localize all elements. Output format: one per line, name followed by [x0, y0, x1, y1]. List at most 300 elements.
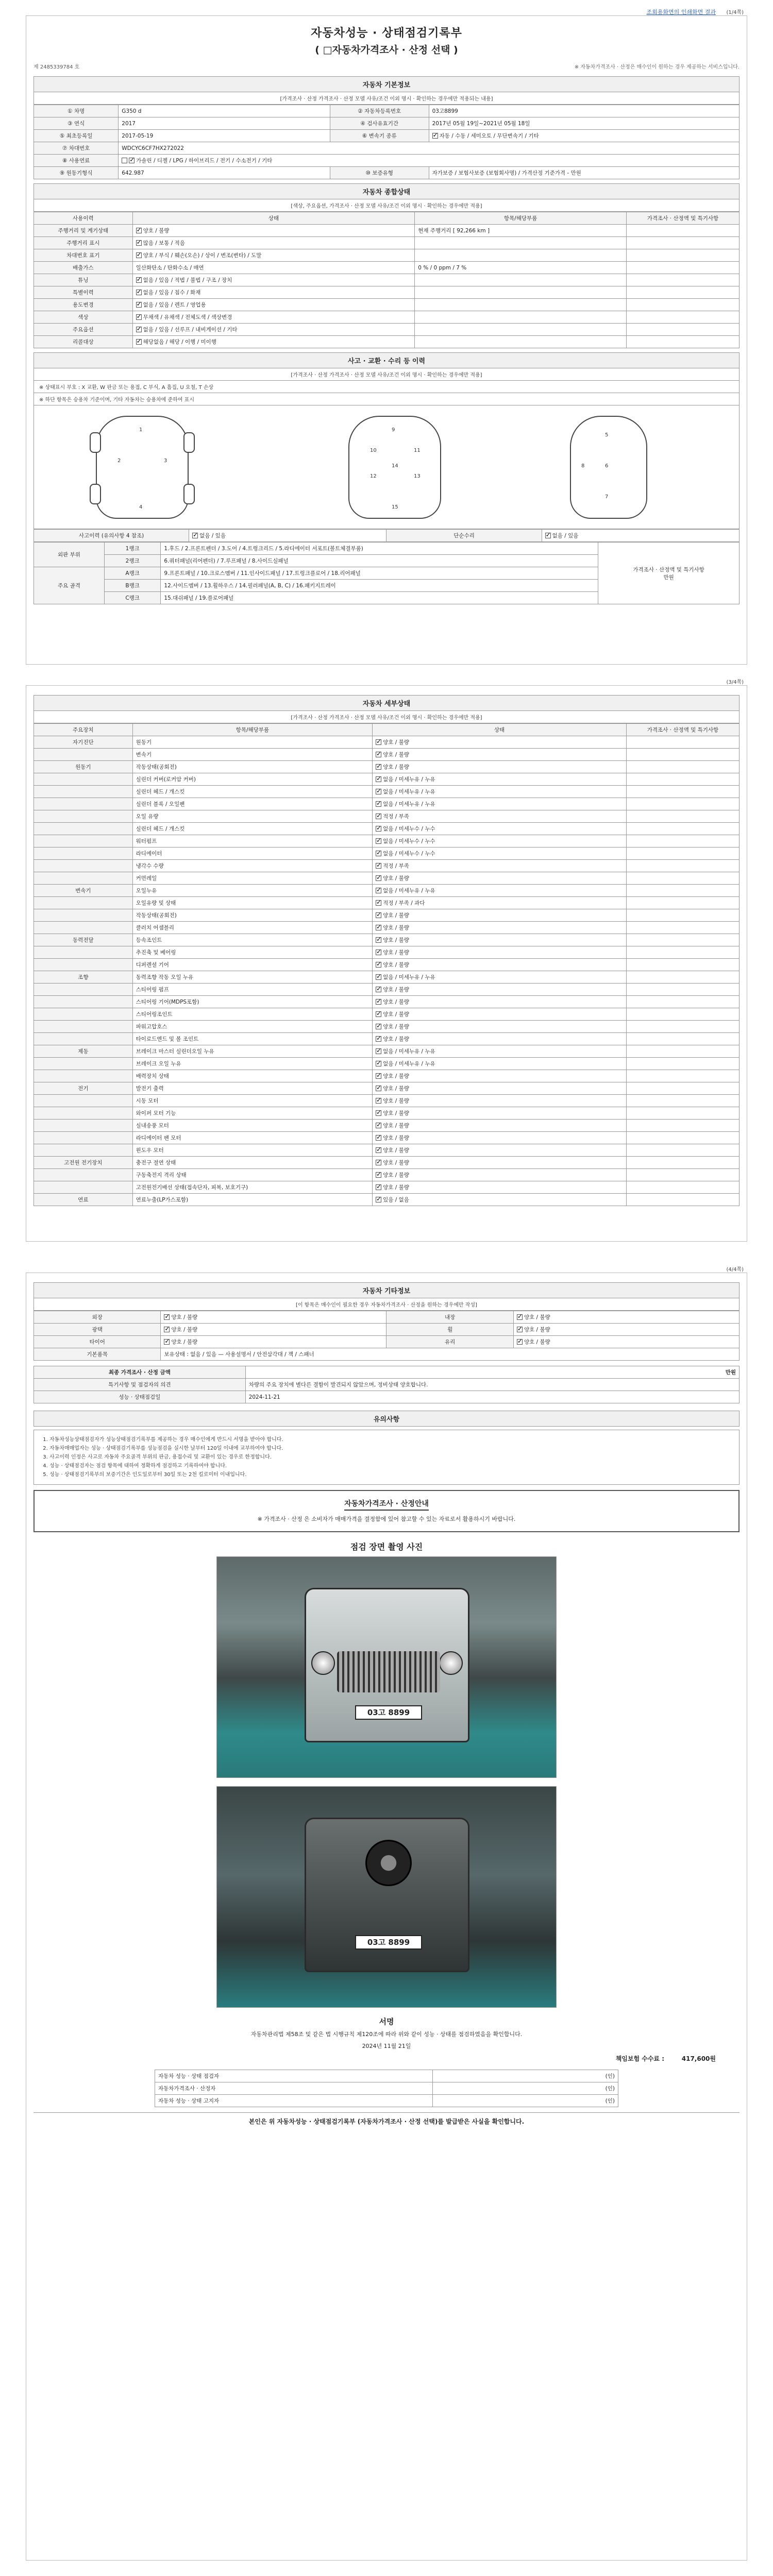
checkbox[interactable] [376, 1147, 381, 1153]
checkbox[interactable] [376, 1197, 381, 1202]
cell: 전기 [34, 1082, 133, 1095]
checkbox[interactable] [376, 1048, 381, 1054]
cell-text: 양호 / 불량 [383, 875, 409, 882]
cell [373, 897, 627, 909]
cell-text: 양호 / 불량 [383, 1073, 409, 1079]
checkbox[interactable] [376, 789, 381, 794]
checkbox[interactable] [129, 158, 135, 163]
detail-row [34, 736, 740, 749]
checkbox[interactable] [376, 1098, 381, 1104]
detail-row [34, 786, 740, 798]
cell [626, 922, 739, 934]
cell [373, 1070, 627, 1082]
vehicle-diagram [33, 405, 740, 529]
title-line2: ( □자동차가격조사 · 산정 선택 ) [315, 44, 458, 56]
cell: 구동축전지 격리 상태 [132, 1169, 372, 1181]
cell: 오일누유 [132, 885, 372, 897]
footer-confirmation: 본인은 위 자동차성능 · 상태점검기록부 (자동차가격조사 · 산정 선택)를 발급받은 사실을 확인합니다. [33, 2112, 740, 2126]
cell: 변속기 [34, 885, 133, 897]
cell-text: 가솔린 / 디젤 / LPG / 하이브리드 / 전기 / 수소전기 / 기타 [136, 158, 273, 164]
cell [373, 1120, 627, 1132]
cell [373, 1045, 627, 1058]
cell: 시동 모터 [132, 1095, 372, 1107]
license-plate: 03고 8899 [355, 1705, 422, 1720]
checkbox[interactable] [164, 1327, 170, 1332]
cell [34, 773, 133, 786]
car-frame-view [348, 416, 441, 519]
cell [132, 286, 415, 299]
cell [373, 1132, 627, 1144]
note-item: 5. 성능 · 상태점검기록부의 보증기간은 인도일로부터 30일 또는 2천 킬로미터 이내입니다. [49, 1470, 732, 1479]
cell [132, 237, 415, 249]
checkbox[interactable] [376, 912, 381, 918]
cell: 2017 [119, 117, 330, 130]
checkbox[interactable] [376, 851, 381, 856]
cell: 주행거리 표시 [34, 237, 133, 249]
cell [626, 286, 739, 299]
cell [626, 835, 739, 848]
cell [626, 1132, 739, 1144]
price-label: 책임보험 수수료 : [615, 2055, 664, 2062]
price-col-label: 가격조사 · 산정액 및 특기사항 [633, 566, 704, 573]
cell: 2017년 05월 19일~2021년 05월 18일 [429, 117, 739, 130]
part-number: 15 [392, 504, 398, 510]
detail-row [34, 909, 740, 922]
cell-text: 없음 / 미세누유 / 누유 [383, 1048, 435, 1055]
checkbox[interactable] [432, 133, 438, 139]
cell: 발전기 출력 [132, 1082, 372, 1095]
col-header: 가격조사 · 산정액 및 특기사항 [626, 212, 739, 225]
checkbox[interactable] [376, 801, 381, 807]
checkbox[interactable] [545, 533, 551, 538]
checkbox[interactable] [376, 1160, 381, 1165]
cell: 추진축 및 베어링 [132, 946, 372, 959]
cell [373, 946, 627, 959]
cell: 스티어링 기어(MDPS포함) [132, 996, 372, 1008]
cell: 고전원 전기장치 [34, 1157, 133, 1169]
part-number: 13 [414, 473, 421, 479]
record-page-3 [26, 1267, 747, 2561]
cell [626, 946, 739, 959]
checkbox[interactable] [376, 776, 381, 782]
checkbox[interactable] [376, 987, 381, 992]
cell: 스티어링조인트 [132, 1008, 372, 1021]
cell [626, 959, 739, 971]
note-item: 1. 자동차성능상태점검자가 성능상태점검기록부를 제공하는 경우 매수인에게 반드시 서명을 받아야 합니다. [49, 1435, 732, 1444]
cell [626, 1008, 739, 1021]
detail-row [34, 1181, 740, 1194]
checkbox[interactable] [376, 764, 381, 770]
checkbox[interactable] [136, 339, 142, 345]
cell-text: 양호 / 불량 [383, 1036, 409, 1042]
detail-row [34, 897, 740, 909]
cell[interactable]: (인) [433, 2082, 618, 2094]
checkbox[interactable] [376, 1011, 381, 1017]
cell [34, 823, 133, 835]
detail-row [34, 773, 740, 786]
checkbox[interactable] [376, 925, 381, 930]
checkbox[interactable] [136, 302, 142, 308]
damage-legend2: ※ 하단 항목은 승용차 기준이며, 기타 자동차는 승용차에 준하여 표시 [33, 393, 740, 405]
cell [373, 1194, 627, 1206]
cell [119, 155, 740, 167]
cell: 작동상태(공회전) [132, 761, 372, 773]
cell [415, 336, 627, 348]
cell [373, 1107, 627, 1120]
cell: 주요옵션 [34, 324, 133, 336]
cell [161, 1324, 386, 1336]
record-page-2 [26, 680, 747, 1242]
cell [373, 971, 627, 984]
cell-text: 양호 / 불량 [383, 1024, 409, 1030]
cell: ⑩ 보증유형 [330, 167, 429, 179]
part-number: 3 [164, 458, 167, 464]
cell: 최종 가격조사 · 산정 금액 [34, 1366, 246, 1379]
cell [373, 1181, 627, 1194]
detail-row [34, 749, 740, 761]
cell [626, 299, 739, 311]
cell [373, 798, 627, 810]
cell [626, 324, 739, 336]
cell [34, 1095, 133, 1107]
cell [626, 1181, 739, 1194]
cell [132, 274, 415, 286]
cell-text: 적정 / 부족 [383, 863, 409, 869]
cell [34, 946, 133, 959]
checkbox[interactable] [376, 739, 381, 745]
checkbox[interactable] [136, 290, 142, 295]
cell: 배력장치 상태 [132, 1070, 372, 1082]
checkbox[interactable] [376, 1123, 381, 1128]
cell: 조향 [34, 971, 133, 984]
cell[interactable]: (인) [433, 2094, 618, 2107]
checkbox[interactable] [376, 888, 381, 893]
doc-note: ※ 자동차가격조사 · 산정은 매수인이 원하는 경우 제공하는 서비스입니다. [574, 64, 740, 70]
col-header: 상태 [132, 212, 415, 225]
signer-table [155, 2070, 618, 2107]
detail-row [34, 1045, 740, 1058]
cell [626, 761, 739, 773]
cell: 12.사이드멤버 / 13.휠하우스 / 14.필러패널(A, B, C) / 16.패키지트레이 [161, 580, 598, 592]
cell [132, 299, 415, 311]
cell [626, 1169, 739, 1181]
checkbox[interactable] [376, 974, 381, 980]
cell: 차대번호 표기 [34, 249, 133, 262]
checkbox[interactable] [376, 999, 381, 1005]
cell [626, 311, 739, 324]
cell: 배출가스 [34, 262, 133, 274]
cell: 실린더 블록 / 오일팬 [132, 798, 372, 810]
detail-row [34, 1008, 740, 1021]
cell [132, 336, 415, 348]
cell [34, 996, 133, 1008]
cell-text: 없음 / 미세누유 / 누유 [383, 1061, 435, 1067]
cell: 1.후드 / 2.프론트펜더 / 3.도어 / 4.트렁크리드 / 5.라디에이터 서포트(볼트체결부품) [161, 543, 598, 555]
checkbox[interactable] [164, 1314, 170, 1320]
part-number: 9 [392, 427, 395, 433]
extra-table [33, 1311, 740, 1361]
checkbox[interactable] [376, 1061, 381, 1066]
price-value: 417,600원 [681, 2055, 716, 2062]
cell [626, 1095, 739, 1107]
checkbox[interactable] [376, 814, 381, 819]
cell: 내장 [386, 1311, 513, 1324]
col-header: 항목/해당부품 [132, 724, 372, 736]
cell [132, 324, 415, 336]
cell: 타이로드엔드 및 볼 조인트 [132, 1033, 372, 1045]
cell [626, 249, 739, 262]
cell: 색상 [34, 311, 133, 324]
cell [415, 237, 627, 249]
cell-text: 자동 / 수동 / 세미오토 / 무단변속기 / 기타 [439, 133, 539, 139]
rear-photo [216, 1786, 557, 2008]
page-number: (1/4쪽) [726, 10, 744, 15]
cell: 충전구 절연 상태 [132, 1157, 372, 1169]
cell [626, 798, 739, 810]
detail-row [34, 1157, 740, 1169]
cell: 라디에이터 팬 모터 [132, 1132, 372, 1144]
cell [626, 1120, 739, 1132]
notes-box [33, 1430, 740, 1485]
cell-text: 무채색 / 유채색 / 전체도색 / 색상변경 [143, 314, 232, 320]
cell [542, 530, 739, 542]
cell-text: 없음 / 있음 / 선루프 / 내비게이션 / 기타 [143, 327, 238, 333]
cell: A랭크 [104, 567, 161, 580]
checkbox[interactable] [376, 875, 381, 881]
cell [626, 749, 739, 761]
checkbox[interactable] [136, 228, 142, 233]
cell [415, 299, 627, 311]
cell: 타이어 [34, 1336, 161, 1348]
cell [513, 1311, 739, 1324]
cell [373, 1169, 627, 1181]
cell [161, 1336, 386, 1348]
cell-text: 양호 / 불량 [383, 1172, 409, 1178]
checkbox[interactable] [376, 937, 381, 943]
cell [626, 225, 739, 237]
cell: 냉각수 수량 [132, 860, 372, 872]
note-item: 3. 사고이력 인정은 사고로 자동차 주요골격 부위의 판금, 용접수리 및 교환이 있는 경우로 한정합니다. [49, 1453, 732, 1462]
checkbox[interactable] [136, 277, 142, 283]
cell-text: 없음 / 미세누수 / 누수 [383, 851, 435, 857]
cell: 튜닝 [34, 274, 133, 286]
cell [626, 897, 739, 909]
checkbox[interactable] [136, 240, 142, 246]
detail-row [34, 1194, 740, 1206]
cell [34, 897, 133, 909]
basic-section-sub: [가격조사 · 산정 가격조사 · 산정 모델 사유/조건 이외 명시 · 확인하는 경우에만 적용되는 내용] [33, 92, 740, 105]
cell: 동력전달 [34, 934, 133, 946]
checkbox[interactable] [376, 1172, 381, 1178]
cell [626, 1107, 739, 1120]
cell [34, 860, 133, 872]
print-link[interactable]: 조회용화면의 인쇄화면 결과 [646, 9, 716, 15]
cell [373, 1058, 627, 1070]
cell [373, 1021, 627, 1033]
cell [626, 1194, 739, 1206]
document-title [26, 16, 747, 60]
checkbox[interactable] [376, 900, 381, 906]
detail-row [34, 959, 740, 971]
cell [161, 1311, 386, 1324]
cell: 작동상태(공회전) [132, 909, 372, 922]
cell-text: 양호 / 불량 [171, 1339, 198, 1345]
cell-text: 양호 / 불량 [383, 925, 409, 931]
cell: 성능 · 상태점검일 [34, 1391, 246, 1403]
checkbox[interactable] [376, 1024, 381, 1029]
detail-row [34, 1033, 740, 1045]
cell-text: 양호 / 불량 [383, 1011, 409, 1018]
checkbox[interactable] [136, 327, 142, 332]
cell [34, 848, 133, 860]
damage-section-sub: [가격조사 · 산정 가격조사 · 산정 모델 사유/조건 이외 명시 · 확인하는 경우에만 적용] [33, 368, 740, 381]
cell: 라디에이터 [132, 848, 372, 860]
col-header: 주요장치 [34, 724, 133, 736]
cell: 특기사항 및 점검자의 의견 [34, 1379, 246, 1391]
checkbox[interactable] [517, 1339, 523, 1345]
cell [373, 996, 627, 1008]
cell [34, 1008, 133, 1021]
cell: ⑨ 원동기형식 [34, 167, 119, 179]
car-front [305, 1588, 469, 1742]
checkbox[interactable] [376, 826, 381, 832]
cell [373, 736, 627, 749]
cell [626, 1033, 739, 1045]
checkbox[interactable] [122, 158, 127, 163]
checkbox[interactable] [136, 252, 142, 258]
checkbox[interactable] [376, 1135, 381, 1141]
cell: 커먼레일 [132, 872, 372, 885]
cell: 만원 [245, 1366, 739, 1379]
cell: ③ 연식 [34, 117, 119, 130]
checkbox[interactable] [376, 838, 381, 844]
checkbox[interactable] [517, 1314, 523, 1320]
checkbox[interactable] [136, 314, 142, 320]
cell: 클러치 어셈블리 [132, 922, 372, 934]
cell-text: 없음 / 있음 [199, 533, 226, 539]
cell: 오일유량 및 상태 [132, 897, 372, 909]
col-header: 상태 [373, 724, 627, 736]
cell [626, 860, 739, 872]
checkbox[interactable] [517, 1327, 523, 1332]
col-header: 가격조사 · 산정액 및 특기사항 [626, 724, 739, 736]
cell [373, 1144, 627, 1157]
cell: 외판 부위 [34, 543, 105, 567]
checkbox[interactable] [376, 1184, 381, 1190]
cell [415, 324, 627, 336]
pricing-guide-text: ※ 가격조사 · 산정 은 소비자가 매매가격을 결정함에 있어 참고할 수 있는 자료로서 활용하시기 바랍니다. [257, 1516, 516, 1522]
detail-section-sub: [가격조사 · 산정 가격조사 · 산정 모델 사유/조건 이외 명시 · 확인하는 경우에만 적용] [33, 711, 740, 723]
cell-text: 양호 / 불량 [383, 739, 409, 745]
cell: 윈도우 모터 [132, 1144, 372, 1157]
part-number: 2 [117, 458, 121, 464]
condition-section-sub: [색상, 주요옵션, 가격조사 · 산정 모델 사유/조건 이외 명시 · 확인하는 경우에만 적용] [33, 199, 740, 212]
checkbox[interactable] [376, 1073, 381, 1079]
cell: 용도변경 [34, 299, 133, 311]
cell: C랭크 [104, 592, 161, 604]
final-price-table [33, 1366, 740, 1403]
damage-section-title: 사고 · 교환 · 수리 등 이력 [33, 352, 740, 368]
cell: 와이퍼 모터 기능 [132, 1107, 372, 1120]
cell [415, 311, 627, 324]
checkbox[interactable] [376, 962, 381, 968]
cell-text: 양호 / 불량 [383, 962, 409, 968]
detail-row [34, 848, 740, 860]
cell [373, 860, 627, 872]
cell-text: 양호 / 불량 [383, 987, 409, 993]
price-row [26, 2051, 747, 2066]
cell: ⑧ 사용연료 [34, 155, 119, 167]
doc-number: 제 2485339784 호 [33, 64, 80, 70]
cell [373, 959, 627, 971]
checkbox[interactable] [376, 1110, 381, 1116]
cell: 보유상태 : 없음 / 있음 — 사용설명서 / 안전삼각대 / 잭 / 스패너 [161, 1348, 740, 1361]
detail-row [34, 872, 740, 885]
cell [373, 773, 627, 786]
car-rear-view [570, 416, 647, 519]
cell: 브레이크 오일 누유 [132, 1058, 372, 1070]
cell: 리콜대상 [34, 336, 133, 348]
cell: ① 차명 [34, 105, 119, 117]
cell-text: 양호 / 불량 [171, 1327, 198, 1333]
detail-row [34, 1169, 740, 1181]
cell: 휠 [386, 1324, 513, 1336]
checkbox[interactable] [376, 1086, 381, 1091]
cell: 단순수리 [386, 530, 542, 542]
checkbox[interactable] [376, 752, 381, 757]
cell: ② 자동차등록번호 [330, 105, 429, 117]
cell [626, 971, 739, 984]
detail-row [34, 835, 740, 848]
cell-text: 양호 / 불량 [524, 1314, 550, 1320]
cell-text: 없음 / 미세누유 / 누유 [383, 776, 435, 783]
cell [34, 1058, 133, 1070]
cell [373, 761, 627, 773]
detail-row [34, 934, 740, 946]
detail-row [34, 1107, 740, 1120]
checkbox[interactable] [376, 1036, 381, 1042]
cell [373, 984, 627, 996]
detail-row [34, 984, 740, 996]
cell [34, 1169, 133, 1181]
cell-text: 없음 / 미세누유 / 누유 [383, 801, 435, 807]
cell [513, 1324, 739, 1336]
checkbox[interactable] [164, 1339, 170, 1345]
checkbox[interactable] [376, 950, 381, 955]
detail-row [34, 1095, 740, 1107]
cell [34, 959, 133, 971]
extra-section-sub: [이 항목은 매수인이 필요한 경우 자동차가격조사 · 산정을 원하는 경우에만 작성] [33, 1298, 740, 1311]
cell: 자동차 성능 · 상태 고지자 [155, 2094, 433, 2107]
cell [373, 885, 627, 897]
cell [34, 872, 133, 885]
cell: B랭크 [104, 580, 161, 592]
checkbox[interactable] [192, 533, 198, 538]
cell [373, 835, 627, 848]
cell-text: 없음 / 있음 / 적법 / 불법 / 구조 / 장치 [143, 277, 232, 283]
cell-text: 없음 / 있음 / 렌트 / 영업용 [143, 302, 206, 308]
cell-text: 양호 / 불량 [383, 1147, 409, 1154]
cell: 기본품목 [34, 1348, 161, 1361]
cell: 연료 [34, 1194, 133, 1206]
cell [34, 984, 133, 996]
cell [626, 1021, 739, 1033]
cell[interactable]: (인) [433, 2070, 618, 2082]
cell: 워터펌프 [132, 835, 372, 848]
cell: 오일 유량 [132, 810, 372, 823]
checkbox[interactable] [376, 863, 381, 869]
cell [34, 1144, 133, 1157]
